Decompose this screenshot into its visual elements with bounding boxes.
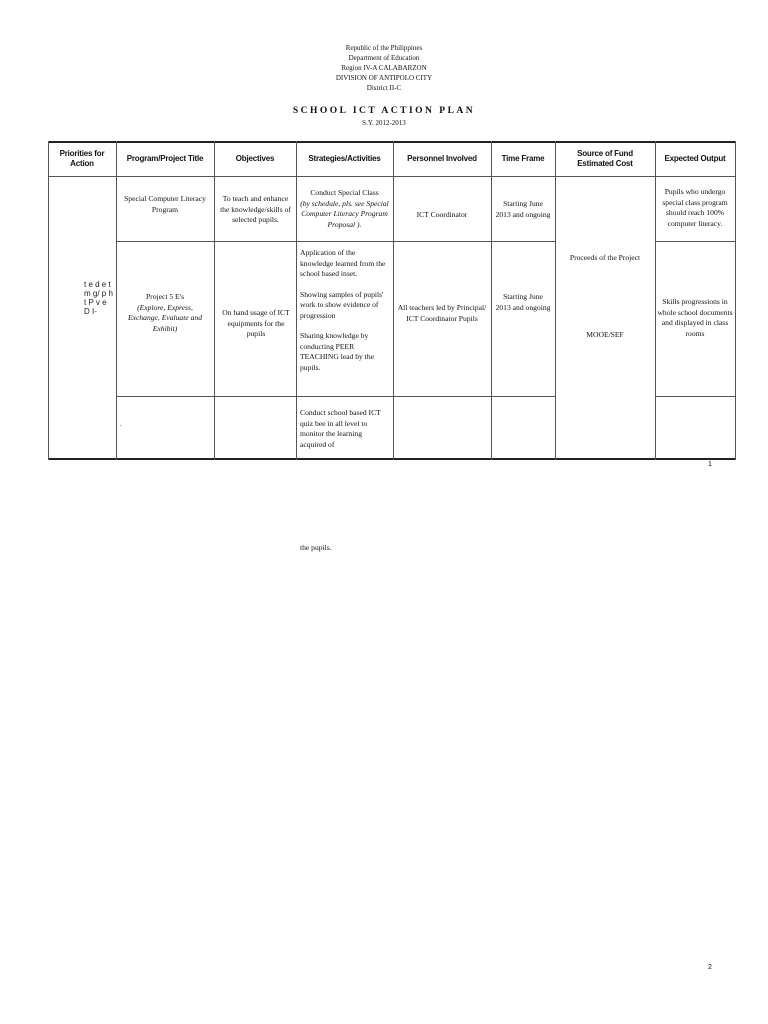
row1-program: Special Computer Literacy Program: [124, 194, 206, 214]
row1-divider-left: [116, 241, 556, 242]
header-priorities: Priorities for Action: [59, 148, 105, 168]
overflow-text: the pupils.: [300, 543, 332, 552]
col-border-3: [296, 141, 297, 460]
page-number-1: 1: [708, 461, 712, 468]
school-year: S.Y. 2012-2013: [362, 119, 406, 127]
row3-priority-mark: .: [120, 420, 122, 428]
row1-strategies: [300, 188, 389, 230]
row1-output: Pupils who undergo special class program should reach 100% computer literacy.: [662, 187, 728, 228]
col-border-8: [735, 141, 736, 460]
header-region: Region IV-A CALABARZON: [341, 64, 427, 72]
row2-output: Skills progressions in whole school documents and displayed in class rooms: [657, 297, 733, 338]
header-republic: Republic of the Philippines: [345, 44, 423, 52]
col-border-5: [491, 141, 492, 460]
row3-strategies: Conduct school based ICT quiz bee in all level to monitor the learning acquired of: [300, 408, 381, 449]
document-title: SCHOOL ICT ACTION PLAN: [292, 106, 476, 116]
row1-objectives: To teach and enhance the knowledge/skills of selected pupils.: [220, 194, 291, 224]
row1-timeframe: Starting June 2013 and ongoing: [495, 199, 551, 219]
header-source: Source of Fund Estimated Cost: [577, 148, 633, 168]
header-personnel: Personnel Involved: [407, 153, 477, 163]
row2-divider-left: [116, 396, 556, 397]
header-bottom-border: [48, 176, 736, 177]
header-objectives: Objectives: [235, 153, 275, 163]
row2-strategies: [300, 248, 390, 373]
header-division: DIVISION OF ANTIPOLO CITY: [335, 74, 433, 82]
row1-strategy-note: (by schedule, pls. see Special Computer Literacy Program Proposal ).: [300, 198, 389, 229]
row1-strategy-main: Conduct Special Class: [310, 188, 379, 197]
col-border-7: [655, 141, 656, 460]
row2-program: [122, 292, 208, 334]
col-border-6: [555, 141, 556, 460]
row2-strategy-1: Application of the knowledge learned from the school based inset.: [300, 248, 386, 278]
col-border-1: [116, 141, 117, 460]
row2-personnel: All teachers led by Principal/ ICT Coordinator Pupils: [397, 303, 487, 323]
table-bottom-border: [48, 458, 736, 460]
row2-program-subtitle: (Explore, Express, Exchange, Evaluate and Exhibit): [127, 302, 202, 333]
row2-objectives: On hand usage of ICT equipments for the pupils: [222, 308, 290, 338]
header-output: Expected Output: [664, 153, 726, 163]
col-border-2: [214, 141, 215, 460]
row2-strategy-3: Sharing knowledge by conducting PEER TEACHING lead by the pupils.: [300, 331, 375, 372]
row2-timeframe: Starting June 2013 and ongoing: [495, 292, 551, 312]
header-program: Program/Project Title: [126, 153, 204, 163]
priority-vertical-text: t e d e t m g/ p h t P v e D I-: [84, 280, 113, 316]
row2-strategy-2: Showing samples of pupils' work to show evidence of progression: [300, 289, 384, 320]
source-of-fund-secondary: MOOE/SEF: [586, 330, 624, 339]
header-department: Department of Education: [348, 54, 420, 62]
row2-divider-right: [655, 396, 736, 397]
row2-program-title: Project 5 E's: [145, 292, 185, 301]
col-border-0: [48, 141, 49, 460]
header-strategies: Strategies/Activities: [308, 153, 381, 163]
page-number-2: 2: [708, 964, 712, 971]
row1-divider-right: [655, 241, 736, 242]
source-of-fund-primary: Proceeds of the Project: [569, 253, 641, 262]
header-timeframe: Time Frame: [501, 153, 545, 163]
header-district: District II-C: [366, 84, 402, 92]
col-border-4: [393, 141, 394, 460]
row1-personnel: ICT Coordinator: [416, 210, 468, 219]
